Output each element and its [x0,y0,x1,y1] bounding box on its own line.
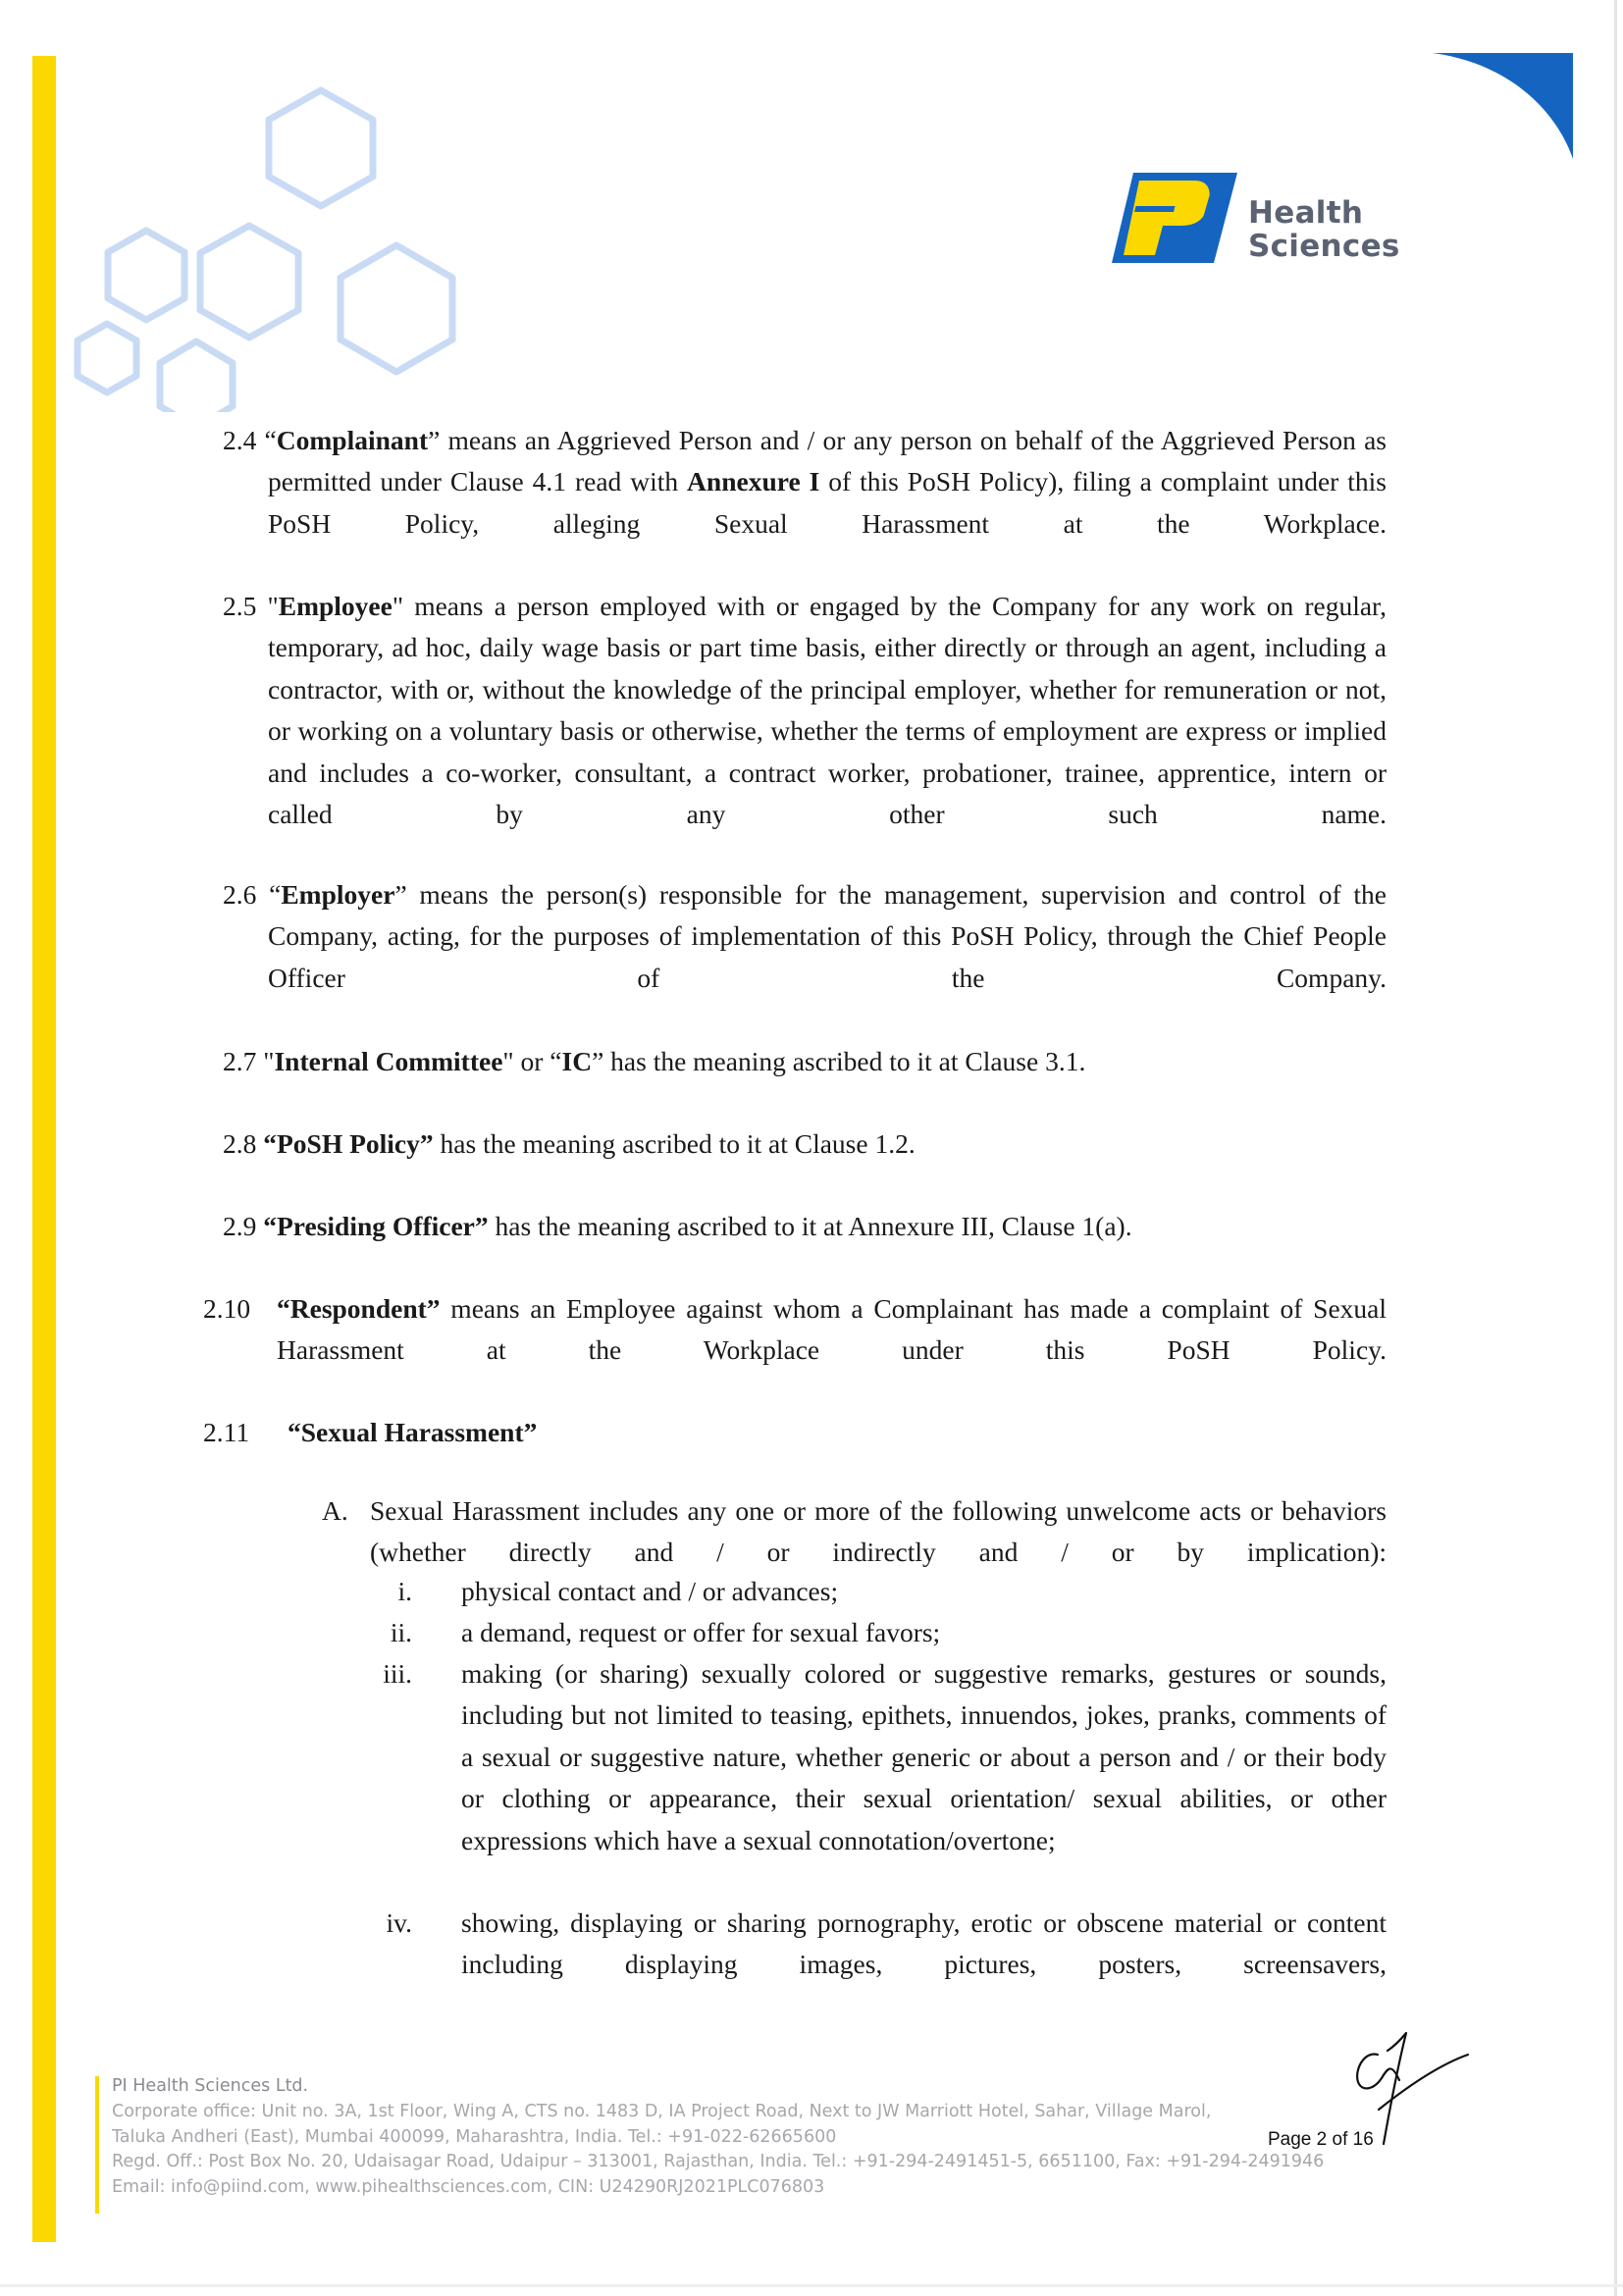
list-number: ii. [390,1617,412,1647]
clause-number: 2.8 [223,1128,257,1159]
pi-logo-icon [1112,169,1237,267]
clause-2-7: 2.7 "Internal Committee" or “IC” has the meaning ascribed to it at Clause 3.1. [223,1046,1086,1076]
clause-2-10: 2.10 “Respondent” means an Employee against whom a Complainant has made a complaint of Sexual Harassment at the Workplace under this PoSH Policy. [203,1288,1387,1413]
clause-2-4: 2.4 “Complainant” means an Aggrieved Person and / or any person on behalf of the Aggrieved Person as permitted under Clause 4.1 read with Annexure I of this PoSH Policy), filing a complaint under this PoSH Policy, alleging Sexual Harassment at the Workplace. [223,425,1387,539]
footer-company-name: PI Health Sciences Ltd. [112,2076,309,2096]
corner-swoosh-icon [1428,49,1575,162]
page-edge-bottom [0,2284,1623,2287]
clause-2-11 [203,1412,1387,1453]
list-text: physical contact and / or advances; [461,1576,839,1606]
clause-2-8: 2.8 “PoSH Policy” has the meaning ascribed to it at Clause 1.2. [223,1128,916,1159]
page-number: Page 2 of 16 [1268,2129,1374,2150]
list-text: making (or sharing) sexually colored or suggestive remarks, gestures or sounds, including but not limited to teasing, epithets, innuendos, jokes, pranks, comments of a sexual or suggestive nature, whether generic or about a person and / or their body or clothing or appearance, their sexual orientation/ sexual abilities, or other expressions which have a sexual connotation/overtone; [461,1658,1387,1855]
footer-registered-office: Regd. Off.: Post Box No. 20, Udaisagar Road, Udaipur – 313001, Rajasthan, India. Tel.: +91-294-2491451-5, 6651100, Fax: +91-294-2491946 [112,2152,1325,2172]
page-edge-right [1614,0,1617,2296]
list-text: a demand, request or offer for sexual favors; [461,1617,941,1647]
clause-2-6: 2.6 “Employer” means the person(s) responsible for the management, supervision and control of the Company, acting, for the purposes of implementation of this PoSH Policy, through the Chief People Officer of the Company. [223,879,1387,993]
clause-2-5: 2.5 "Employee" means a person employed with or engaged by the Company for any work on regular, temporary, ad hoc, daily wage basis or part time basis, either directly or through an agent, including a contractor, with or, without the knowledge of the principal employer, whether for remuneration or not, or working on a voluntary basis or otherwise, whether the terms of employment are express or implied and includes a co-worker, consultant, a contract worker, probationer, trainee, apprentice, intern or called by any other such name. [223,591,1387,830]
footer-corporate-city: Taluka Andheri (East), Mumbai 400099, Maharashtra, India. Tel.: +91-022-62665600 [112,2126,837,2147]
footer-accent-bar [95,2076,99,2214]
clause-number: 2.11 [203,1417,250,1447]
clause-number: 2.6 [223,879,257,910]
clause-number: 2.7 [223,1046,257,1076]
clause-number: 2.5 [223,591,257,621]
logo-line-sciences: Sciences [1248,229,1400,264]
footer-contact: Email: info@piind.com, www.pihealthsciences.com, CIN: U24290RJ2021PLC076803 [112,2177,825,2198]
defined-term: Employee [278,591,393,621]
sub-clause-text: Sexual Harassment includes any one or more of the following unwelcome acts or behaviors (whether directly and / or indirectly and / or by implication): [370,1495,1387,1568]
clause-number: 2.10 [203,1293,251,1324]
section-heading: “Sexual Harassment” [288,1417,538,1447]
footer-corporate-office: Corporate office: Unit no. 3A, 1st Floor, Wing A, CTS no. 1483 D, IA Project Road, Next to JW Marriott Hotel, Sahar, Village Marol, [112,2101,1212,2121]
defined-term: “Respondent” [277,1293,441,1324]
clause-2-9: 2.9 “Presiding Officer” has the meaning ascribed to it at Annexure III, Clause 1(a). [223,1211,1132,1241]
defined-term: Internal Committee [274,1046,503,1076]
hexagon-watermark-icon [59,78,510,412]
clause-number: 2.9 [223,1211,257,1241]
list-number: iv. [386,1907,412,1938]
list-text: showing, displaying or sharing pornography, erotic or obscene material or content including displaying images, pictures, posters, screensavers, [461,1907,1387,1980]
logo-line-health: Health [1248,195,1364,231]
logo-wordmark [1248,196,1400,263]
defined-term: “PoSH Policy” [263,1128,434,1159]
defined-term: Complainant [276,425,429,455]
yellow-margin-bar [32,56,56,2242]
defined-term: Employer [281,879,395,910]
defined-term: “Presiding Officer” [263,1211,489,1241]
list-number: i. [397,1576,412,1606]
sub-clause-label: A. [322,1495,348,1526]
footer-address-block [112,2074,1324,2201]
list-number: iii. [383,1658,412,1689]
clause-number: 2.4 [223,425,257,455]
